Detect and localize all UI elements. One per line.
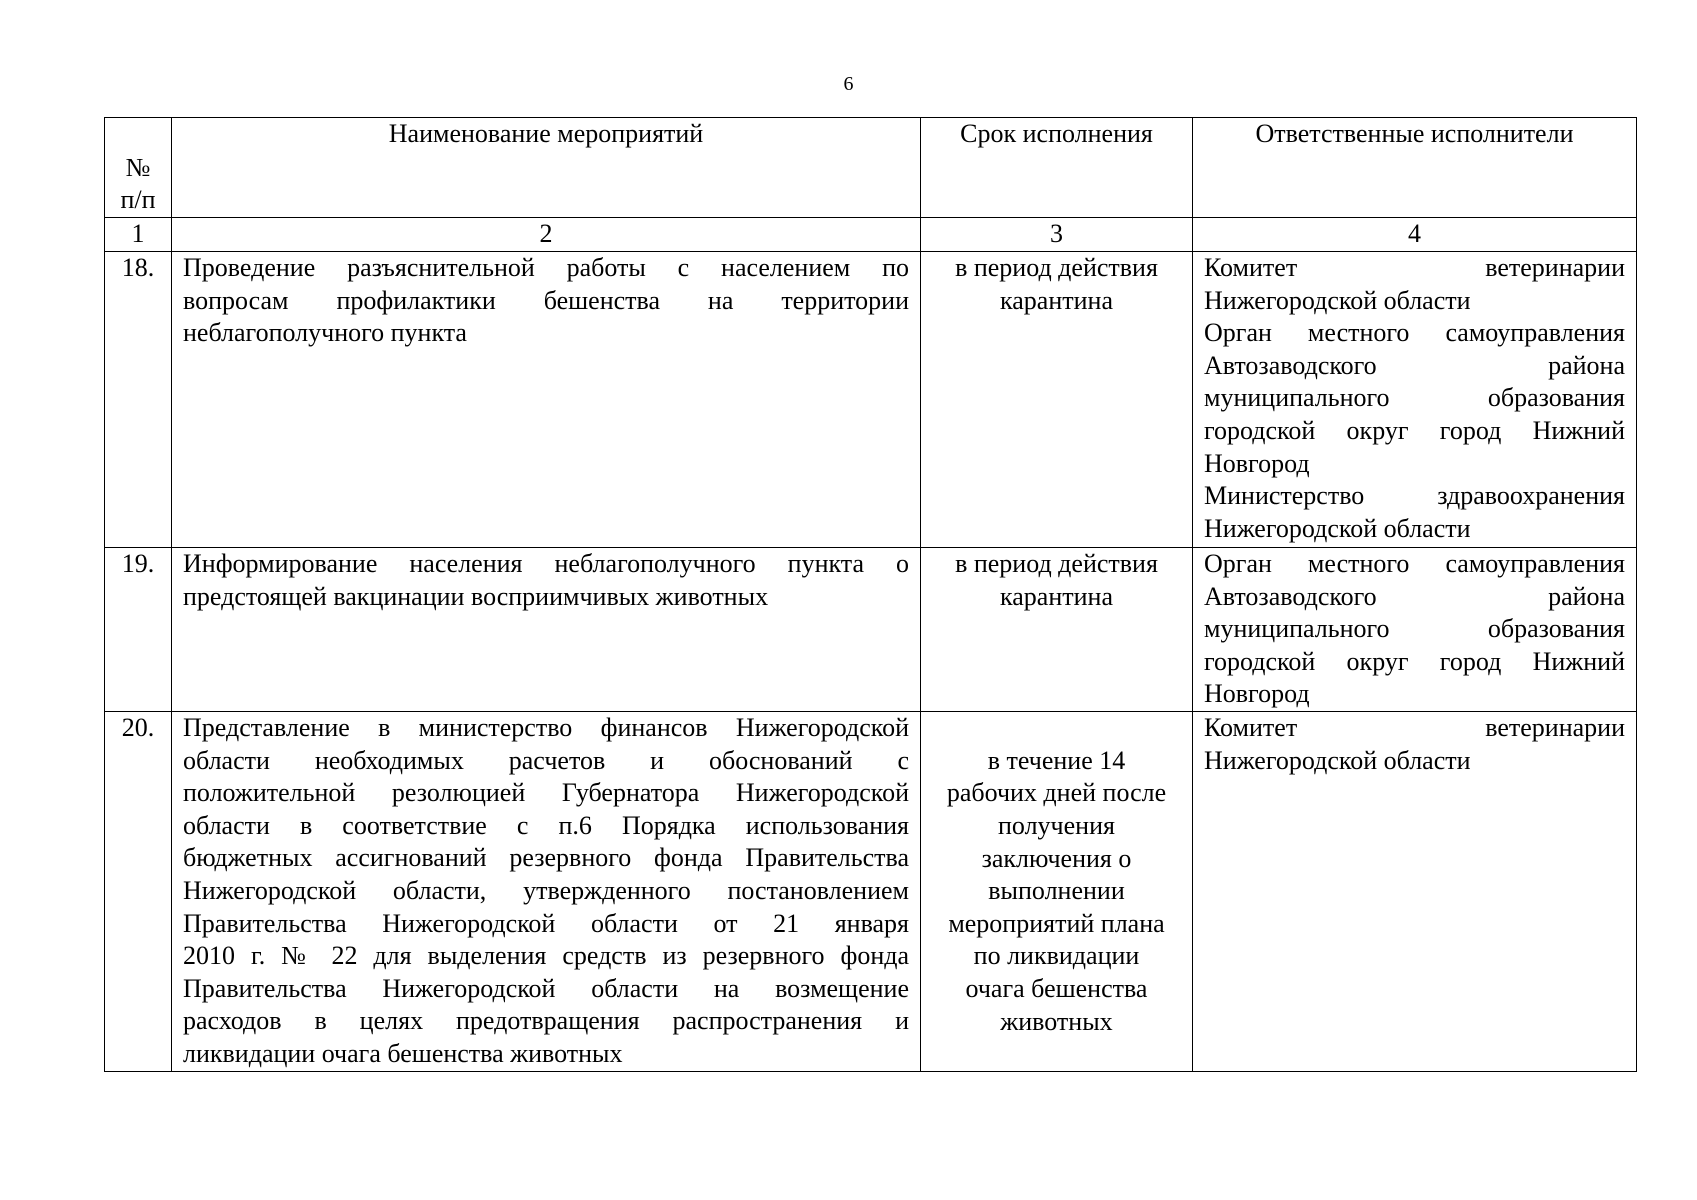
term-line: получения: [998, 811, 1115, 841]
description-line: Нижегородской области, утвержденного постановлением: [183, 875, 909, 905]
responsible-line: Автозаводского района: [1204, 581, 1625, 611]
row-responsible: [1193, 252, 1637, 548]
header-name: Наименование мероприятий: [172, 118, 921, 218]
term-line: очага бешенства: [965, 973, 1148, 1003]
description-line: 2010 г. № 22 для выделения средств из резервного фонда: [183, 941, 909, 971]
term-line: мероприятий плана: [948, 908, 1165, 938]
responsible-line: Новгород: [1204, 448, 1310, 478]
description-line: бюджетных ассигнований резервного фонда Правительства: [183, 843, 909, 873]
term-line: в течение 14: [987, 745, 1126, 775]
term-line: животных: [1000, 1006, 1113, 1036]
term-line: в период действия: [955, 253, 1158, 282]
responsible-line: Орган местного самоуправления: [1204, 549, 1625, 578]
row-responsible: [1193, 548, 1637, 712]
row-number: 19.: [105, 548, 172, 712]
header-number-line: №: [125, 152, 151, 182]
responsible-line: муниципального образования: [1204, 614, 1625, 644]
responsible-line: Автозаводского района: [1204, 350, 1625, 380]
term-line: по ликвидации: [973, 941, 1140, 971]
responsible-line: Орган местного самоуправления: [1204, 318, 1625, 348]
column-number-row: [105, 218, 1637, 252]
responsible-line: Нижегородской области: [1204, 285, 1471, 315]
row-responsible: [1193, 712, 1637, 1072]
description-line: Представление в министерство финансов Нижегородской: [183, 713, 909, 742]
header-number-line: п/п: [120, 185, 156, 215]
term-line: рабочих дней после: [946, 778, 1167, 808]
header-term: Срок исполнения: [921, 118, 1193, 218]
header-responsible: Ответственные исполнители: [1193, 118, 1637, 218]
description-line: расходов в целях предотвращения распространения и: [183, 1006, 909, 1036]
responsible-line: муниципального образования: [1204, 383, 1625, 413]
column-number: 4: [1193, 218, 1637, 252]
row-description: [172, 548, 921, 712]
term-line: в период действия: [955, 549, 1158, 578]
column-number: 3: [921, 218, 1193, 252]
description-line: Информирование населения неблагополучного пункта о: [183, 549, 909, 578]
term-line: заключения о: [981, 843, 1132, 873]
row-term: [921, 548, 1193, 712]
responsible-line: Комитет ветеринарии: [1204, 253, 1625, 282]
responsible-line: Нижегородской области: [1204, 745, 1471, 775]
description-line: положительной резолюцией Губернатора Нижегородской: [183, 778, 909, 808]
table-header-row: [105, 118, 1637, 218]
term-line: карантина: [1000, 285, 1113, 315]
responsible-line: Министерство здравоохранения: [1204, 481, 1625, 511]
term-line: выполнении: [988, 876, 1125, 906]
description-line: неблагополучного пункта: [183, 318, 467, 348]
row-description: [172, 712, 921, 1072]
row-description: [172, 252, 921, 548]
description-line: Правительства Нижегородской области от 21 января: [183, 908, 909, 938]
header-number: [105, 118, 172, 218]
column-number: 2: [172, 218, 921, 252]
responsible-line: Нижегородской области: [1204, 513, 1471, 543]
row-term: [921, 712, 1193, 1072]
table-row: [105, 252, 1637, 548]
description-line: области необходимых расчетов и обоснований с: [183, 745, 909, 775]
measures-table: [104, 117, 1637, 1072]
row-term: [921, 252, 1193, 548]
table-row: [105, 712, 1637, 1072]
description-line: области в соответствие с п.6 Порядка использования: [183, 810, 909, 840]
responsible-line: городской округ город Нижний: [1204, 415, 1625, 445]
table-row: [105, 548, 1637, 712]
responsible-line: Комитет ветеринарии: [1204, 713, 1625, 742]
description-line: предстоящей вакцинации восприимчивых животных: [183, 581, 769, 611]
column-number: 1: [105, 218, 172, 252]
description-line: вопросам профилактики бешенства на территории: [183, 285, 909, 315]
row-number: 18.: [105, 252, 172, 548]
description-line: Правительства Нижегородской области на возмещение: [183, 973, 909, 1003]
page-number: 6: [843, 73, 854, 95]
responsible-line: Новгород: [1204, 679, 1310, 709]
row-number: 20.: [105, 712, 172, 1072]
description-line: Проведение разъяснительной работы с населением по: [183, 253, 909, 282]
term-line: карантина: [1000, 581, 1113, 611]
description-line: ликвидации очага бешенства животных: [183, 1038, 623, 1068]
responsible-line: городской округ город Нижний: [1204, 646, 1625, 676]
